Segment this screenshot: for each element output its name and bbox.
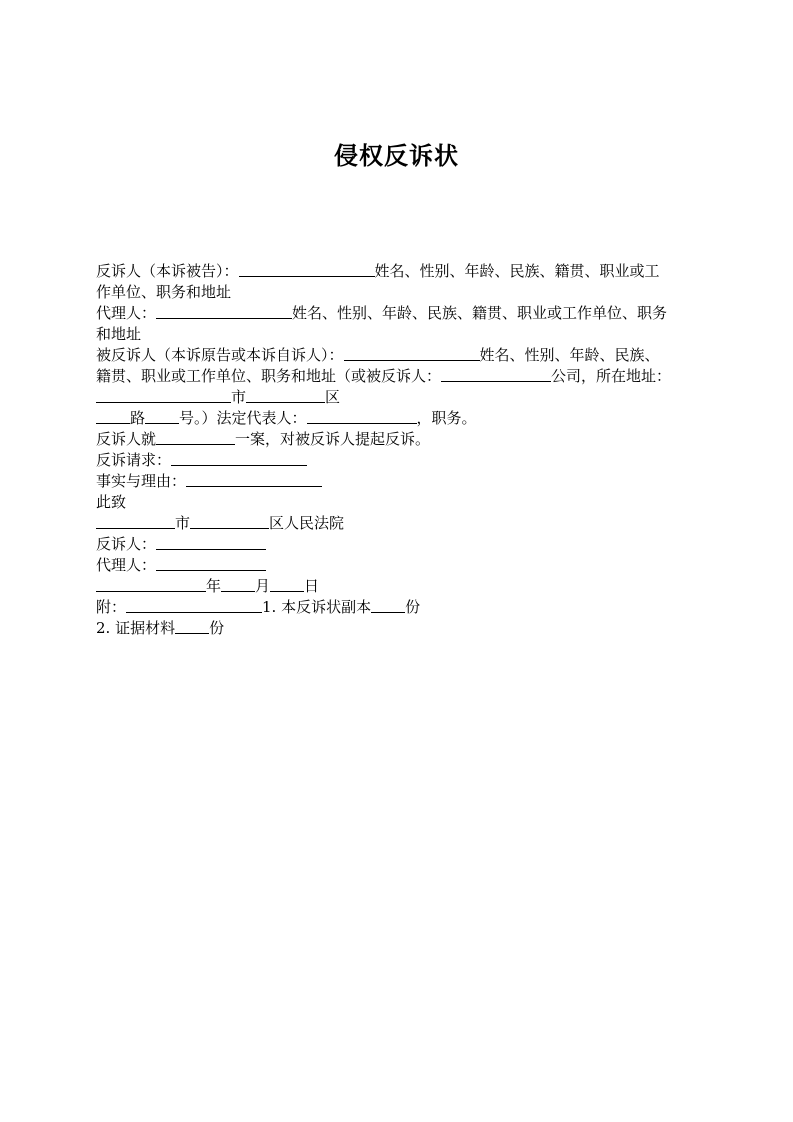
claims-line [96,450,701,471]
case-blank[interactable] [156,430,235,445]
agent-line [96,303,701,324]
district-blank[interactable] [246,388,325,403]
agent-desc: 姓名、性别、年龄、民族、籍贯、职业或工作单位、职务 [292,304,668,322]
respondent-line [96,345,701,366]
court-line: 市 区人民法院 [96,513,701,534]
respondent-desc-cont: 籍贯、职业或工作单位、职务和地址（或被反诉人： 公司，所在地址： [96,367,672,385]
address-road-line: 路 号。）法定代表人： ，职务。 [96,408,701,429]
evidence-copies-blank[interactable] [175,619,209,634]
respondent-blank[interactable] [344,346,480,361]
agent-blank[interactable] [156,304,292,319]
case-line: 反诉人就 一案，对被反诉人提起反诉。 [96,430,431,448]
evidence-line: 2. 证据材料 份 [96,619,225,637]
respondent-label: 被反诉人（本诉原告或本诉自诉人）： [96,346,344,364]
city-blank[interactable] [96,388,231,403]
signature-agent-line: 代理人： [96,555,701,576]
attachment-blank[interactable] [126,598,262,613]
company-blank[interactable] [441,367,551,382]
facts-line [96,471,701,492]
document-title: 侵权反诉状 [334,142,459,170]
day-blank[interactable] [270,577,304,592]
date-line: 年 月 日 [96,576,701,597]
signature-plaintiff-blank[interactable] [156,535,266,550]
respondent-desc: 姓名、性别、年龄、民族、 [479,346,660,364]
counter-plaintiff-desc: 姓名、性别、年龄、民族、籍贯、职业或工 [374,262,660,280]
counter-plaintiff-line [96,261,701,282]
attachment-line: 附： 1. 本反诉状副本 份 [96,598,421,616]
counter-plaintiff-label: 反诉人（本诉被告）： [96,262,239,280]
address-city-line: 市 区 [96,387,701,408]
document-body [96,261,701,639]
number-blank[interactable] [145,409,179,424]
signature-plaintiff-line: 反诉人： [96,534,701,555]
counter-plaintiff-desc-cont: 作单位、职务和地址 [96,283,232,301]
agent-label: 代理人： [96,304,157,322]
facts-label: 事实与理由： [96,472,187,490]
road-blank[interactable] [96,409,130,424]
court-city-blank[interactable] [96,514,175,529]
salutation: 此致 [96,493,127,511]
agent-desc-cont: 和地址 [96,325,142,343]
copies-blank[interactable] [371,598,405,613]
legal-representative-blank[interactable] [307,409,417,424]
signature-agent-blank[interactable] [156,556,266,571]
facts-blank[interactable] [186,472,322,487]
year-blank[interactable] [96,577,206,592]
claims-blank[interactable] [171,451,307,466]
court-district-blank[interactable] [190,514,269,529]
counter-plaintiff-blank[interactable] [239,262,375,277]
month-blank[interactable] [221,577,255,592]
claims-label: 反诉请求： [96,451,172,469]
